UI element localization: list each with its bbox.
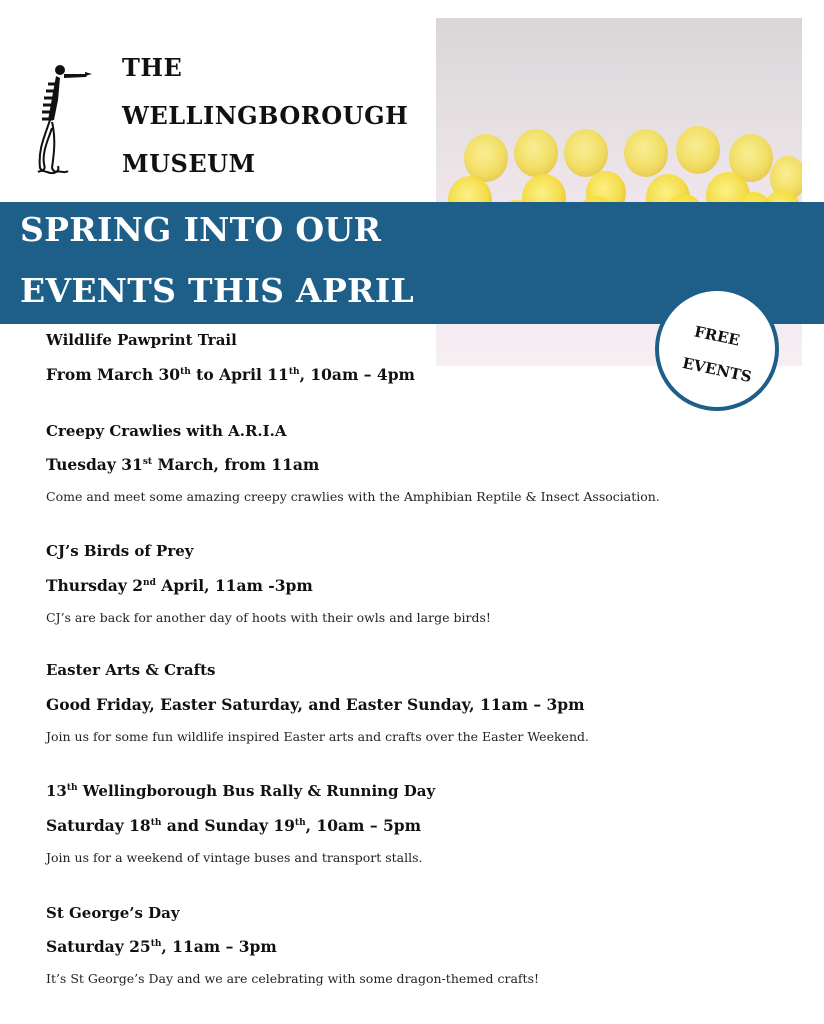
event-date: Thursday 2nd April, 11am -3pm: [46, 576, 313, 595]
museum-title: [122, 44, 408, 188]
headline-line: SPRING INTO OUR: [20, 210, 382, 249]
event-title: 13th Wellingborough Bus Rally & Running Day: [46, 782, 436, 800]
museum-title-line: THE: [122, 53, 183, 82]
event-date: Saturday 18th and Sunday 19th, 10am – 5pm: [46, 816, 421, 835]
performer-silhouette-icon: [30, 58, 96, 180]
museum-logo: [30, 58, 96, 180]
event-title: Easter Arts & Crafts: [46, 661, 216, 679]
event-title: CJ’s Birds of Prey: [46, 542, 194, 560]
event-description: Join us for a weekend of vintage buses and transport stalls.: [46, 850, 423, 865]
headline-line: EVENTS THIS APRIL: [20, 271, 415, 310]
event-title: St George’s Day: [46, 904, 180, 922]
badge-line: FREE: [692, 322, 742, 350]
event-title: Wildlife Pawprint Trail: [46, 331, 237, 349]
event-date: From March 30th to April 11th, 10am – 4pm: [46, 365, 415, 384]
event-description: CJ’s are back for another day of hoots with their owls and large birds!: [46, 610, 491, 625]
event-date: Good Friday, Easter Saturday, and Easter Sunday, 11am – 3pm: [46, 695, 585, 714]
event-description: Come and meet some amazing creepy crawlies with the Amphibian Reptile & Insect Association.: [46, 489, 660, 504]
museum-title-line: MUSEUM: [122, 149, 256, 178]
event-title: Creepy Crawlies with A.R.I.A: [46, 422, 287, 440]
badge-line: EVENTS: [680, 353, 754, 387]
free-events-badge: [655, 287, 779, 411]
event-date: Tuesday 31st March, from 11am: [46, 455, 320, 474]
event-description: It’s St George’s Day and we are celebrating with some dragon-themed crafts!: [46, 971, 540, 986]
museum-title-line: WELLINGBOROUGH: [122, 101, 409, 130]
event-date: Saturday 25th, 11am – 3pm: [46, 937, 277, 956]
event-description: Join us for some fun wildlife inspired Easter arts and crafts over the Easter Weekend.: [46, 729, 589, 744]
